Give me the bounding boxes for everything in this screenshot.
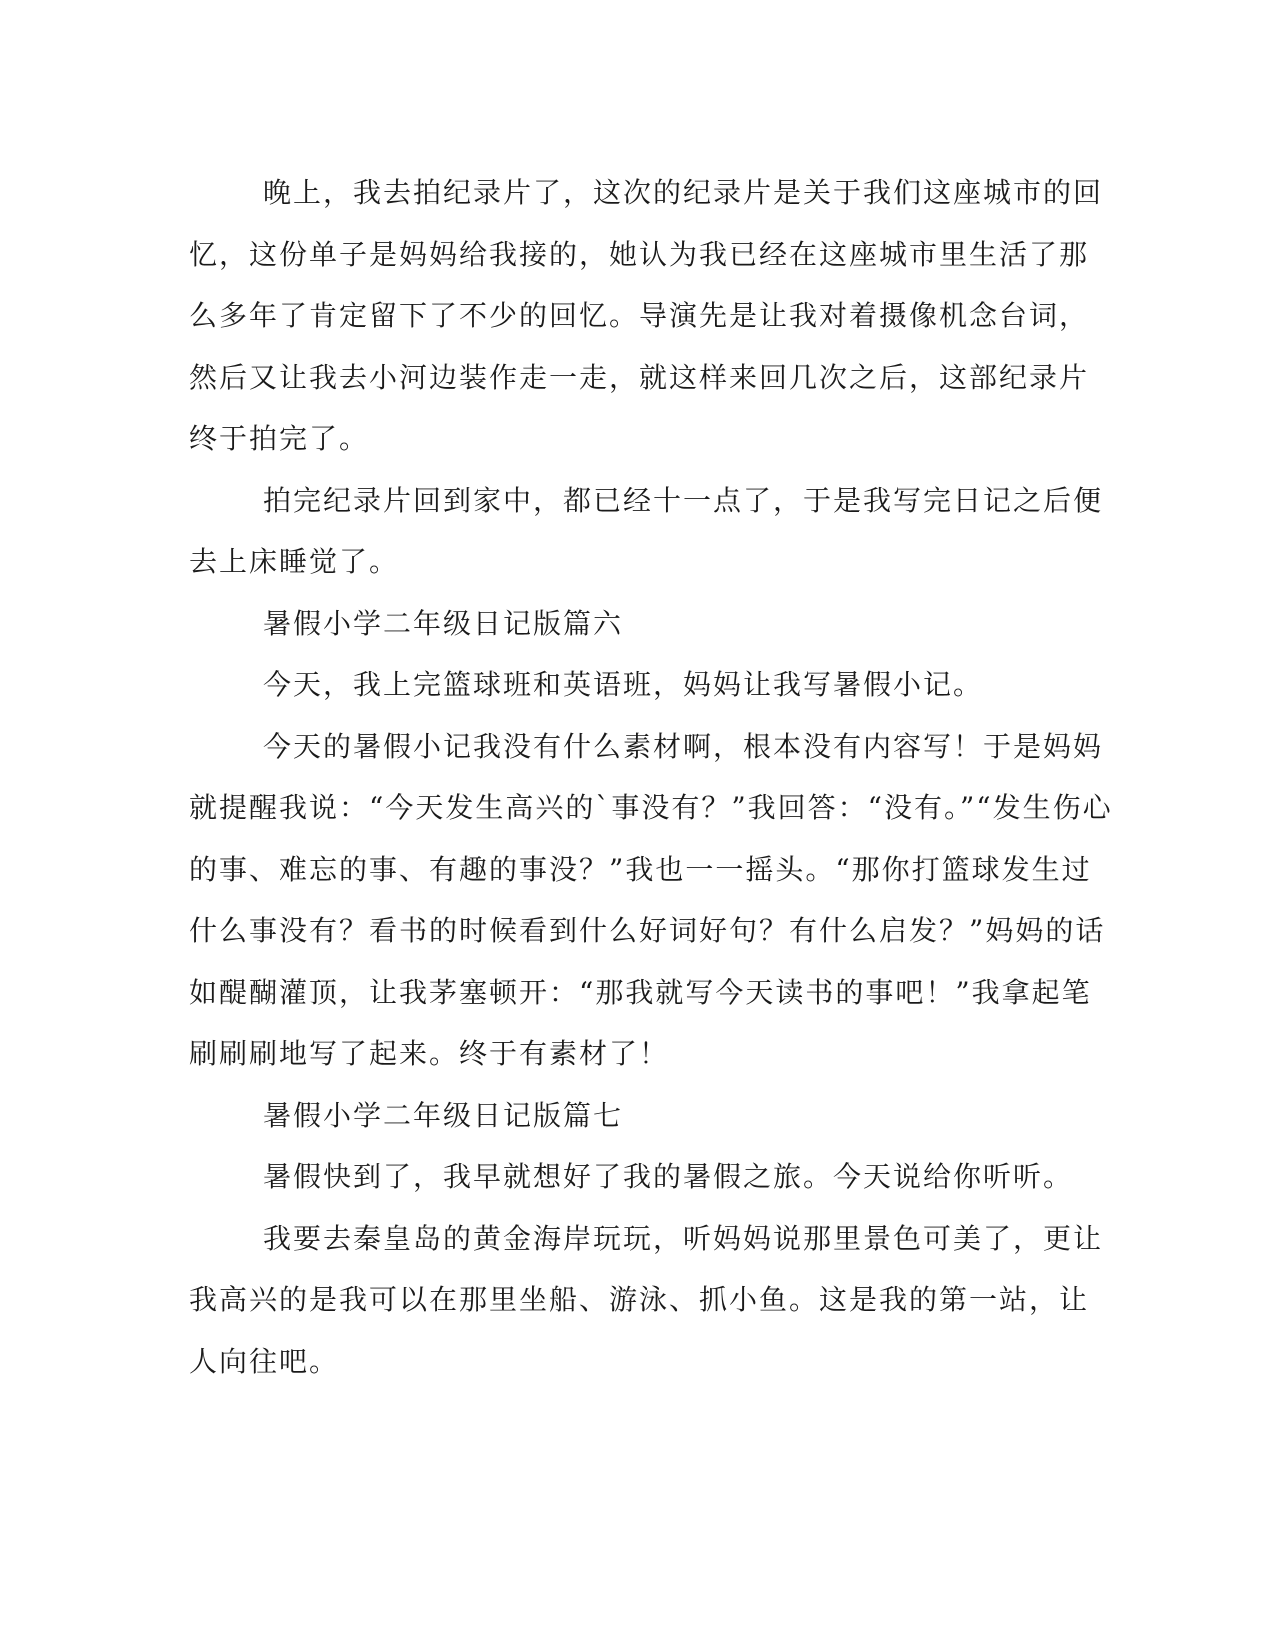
- paragraph-line: 我高兴的是我可以在那里坐船、游泳、抓小鱼。这是我的第一站，让: [189, 1283, 1090, 1316]
- paragraph-line: 的事、难忘的事、有趣的事没？”我也一一摇头。“那你打篮球发生过: [189, 852, 1092, 886]
- paragraph-line: 如醍醐灌顶，让我茅塞顿开：“那我就写今天读书的事吧！”我拿起笔: [189, 975, 1092, 1009]
- paragraph-line: 然后又让我去小河边装作走一走，就这样来回几次之后，这部纪录片: [189, 360, 1090, 394]
- paragraph-line: 今天的暑假小记我没有什么素材啊，根本没有内容写！于是妈妈: [263, 729, 1104, 763]
- document-body: [189, 162, 1113, 1392]
- paragraph-line: 终于拍完了。: [189, 422, 370, 455]
- paragraph-line: 去上床睡觉了。: [189, 545, 400, 578]
- section-heading: 暑假小学二年级日记版篇七: [263, 1098, 624, 1132]
- paragraph-line: 人向往吧。: [189, 1344, 340, 1378]
- paragraph-line: 晚上，我去拍纪录片了，这次的纪录片是关于我们这座城市的回: [263, 176, 1104, 209]
- paragraph-line: 么多年了肯定留下了不少的回忆。导演先是让我对着摄像机念台词，: [189, 299, 1090, 332]
- paragraph-line: 暑假快到了，我早就想好了我的暑假之旅。今天说给你听听。: [263, 1160, 1074, 1193]
- paragraph-line: 刷刷刷地写了起来。终于有素材了！: [189, 1037, 670, 1070]
- paragraph-line: 拍完纪录片回到家中，都已经十一点了，于是我写完日记之后便: [263, 483, 1104, 517]
- paragraph-line: 今天，我上完篮球班和英语班，妈妈让我写暑假小记。: [263, 668, 984, 701]
- paragraph-line: 什么事没有？看书的时候看到什么好词好句？有什么启发？”妈妈的话: [189, 914, 1106, 947]
- section-heading: 暑假小学二年级日记版篇六: [263, 606, 624, 640]
- paragraph-line: 就提醒我说：“今天发生高兴的`事没有？”我回答：“没有。”“发生伤心: [189, 791, 1113, 824]
- paragraph-line: 我要去秦皇岛的黄金海岸玩玩，听妈妈说那里景色可美了，更让: [263, 1221, 1104, 1255]
- paragraph-line: 忆，这份单子是妈妈给我接的，她认为我已经在这座城市里生活了那: [189, 237, 1090, 271]
